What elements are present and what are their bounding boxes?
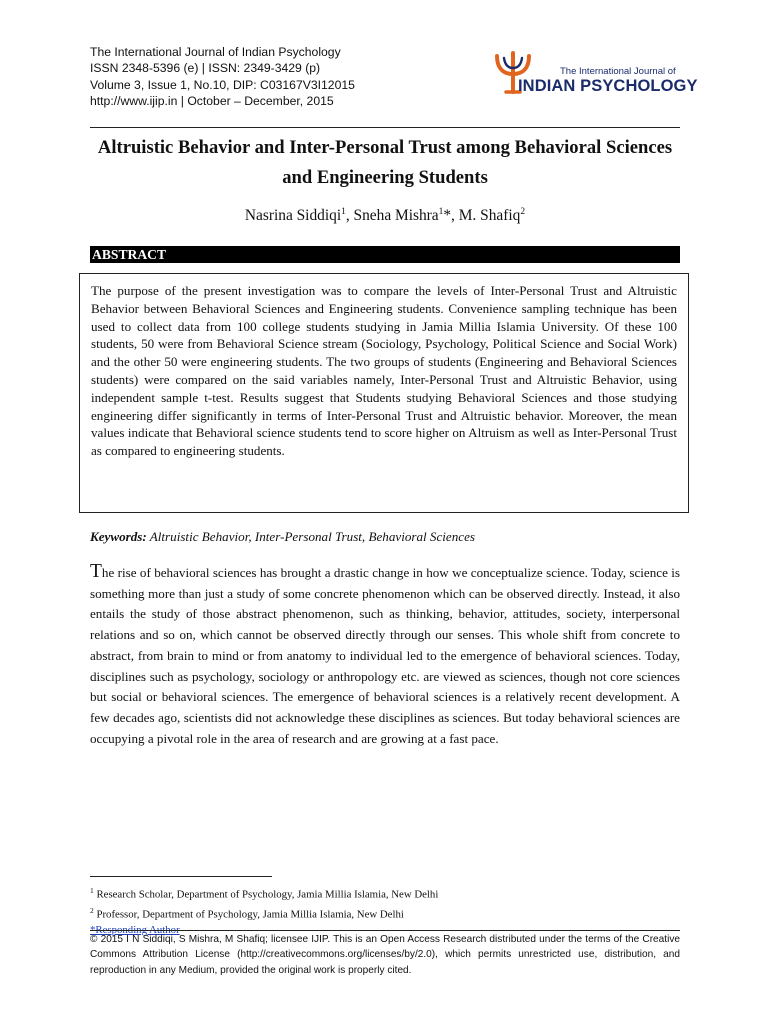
logo-subtitle: The International Journal of (560, 66, 676, 77)
abstract-text: The purpose of the present investigation was to compare the levels of Inter-Personal Trust and Altruistic Behavior between Behavioral Sciences and Engineering students. Convenience sampling technique has been used to collect data from 100 college students studying in Jamia Millia Islamia University. Of these 100 students, 50 were from Behavioral Science stream (Sociology, Psychology, Political Science and Social Work) and the other 50 were engineering students. The two groups of students (Engineering and Behavioral Sciences students) were compared on the said variables namely, Inter-Personal Trust and Altruistic Behavior, using independent sample t-test. Results suggest that Students studying Behavioral Sciences and those studying engineering differ significantly in terms of Inter-Personal Trust and Altruistic behavior. Moreover, the mean values indicate that Behavioral science students tend to score higher on Altruism as well as Inter-Personal Trust as compared to engineering students. (91, 283, 677, 459)
footnote (90, 903, 680, 923)
author-line (90, 202, 680, 226)
author-name: Nasrina Siddiqi (244, 207, 342, 225)
body-paragraph-text: he rise of behavioral sciences has brought a drastic change in how we conceptualize science. Today, science is something more than just a study of some concrete phenomenon which can be observed directly. Instead, it also entails the study of those abstract phenomenon, such as thinking, behavior, attitudes, society, interpersonal relations and so on, which cannot be observed directly through our senses. This whole shift from concrete to abstract, from brain to mind or from anatomy to individual led to the emergence of behavioral sciences. Today, disciplines such as psychology, sociology or anthropology etc. are viewed as sciences, though not core sciences but social or behavioral sciences. The emergence of behavioral sciences is a relatively recent development. A few decades ago, scientists did not acknowledge these disciplines as sciences. But today behavioral sciences are occupying a pivotal role in the area of research and are growing at a fast pace. (90, 565, 680, 746)
footnote-text: Professor, Department of Psychology, Jamia Millia Islamia, New Delhi (93, 908, 404, 921)
page-header (90, 44, 698, 114)
journal-volume: Volume 3, Issue 1, No.10, DIP: C03167V3I12015 (90, 77, 355, 92)
author-separator: , (345, 207, 354, 225)
keywords (90, 528, 680, 545)
keywords-label: Keywords: (90, 529, 147, 544)
body-paragraph (90, 563, 680, 749)
abstract-box (79, 273, 689, 513)
footnote-mark: 2 (90, 906, 94, 915)
journal-meta (90, 44, 355, 110)
paper-title: Altruistic Behavior and Inter-Personal Trust among Behavioral Sciences and Engineering Students (97, 137, 673, 188)
copyright-divider (90, 930, 680, 931)
copyright-notice: © 2015 I N Siddiqi, S Mishra, M Shafiq; licensee IJIP. This is an Open Access Research distributed under the terms of the Creative Commons Attribution License (http://creativecommons.org/licenses/by/2.0), which permits unrestricted use, distribution, and reproduction in any Medium, provided the original work is properly cited. (90, 934, 680, 976)
author-affiliation-mark: 1 (438, 207, 444, 217)
responding-author-link[interactable]: *Responding Author (90, 924, 180, 936)
author-name: M. Shafiq (458, 207, 521, 225)
footnote-divider (90, 876, 272, 877)
author-separator: *, (443, 207, 459, 225)
journal-name: The International Journal of Indian Psychology (90, 45, 341, 59)
author-affiliation-mark: 2 (520, 207, 526, 217)
footnote-text: Research Scholar, Department of Psychology, Jamia Millia Islamia, New Delhi (93, 888, 439, 901)
journal-logo (494, 50, 698, 96)
journal-issn: ISSN 2348-5396 (e) | ISSN: 2349-3429 (p) (90, 61, 321, 76)
header-divider (90, 127, 680, 128)
abstract-heading: ABSTRACT (90, 246, 680, 263)
logo-title: INDIAN PSYCHOLOGY (518, 77, 698, 95)
keywords-value: Altruistic Behavior, Inter-Personal Trust, Behavioral Sciences (146, 529, 476, 544)
footnote (90, 883, 680, 903)
footnote-mark: 1 (90, 886, 94, 895)
drop-cap: T (90, 561, 102, 582)
journal-url-date: http://www.ijip.in | October – December, 2015 (90, 94, 334, 109)
author-name: Sneha Mishra (353, 207, 439, 225)
author-affiliation-mark: 1 (341, 207, 346, 217)
